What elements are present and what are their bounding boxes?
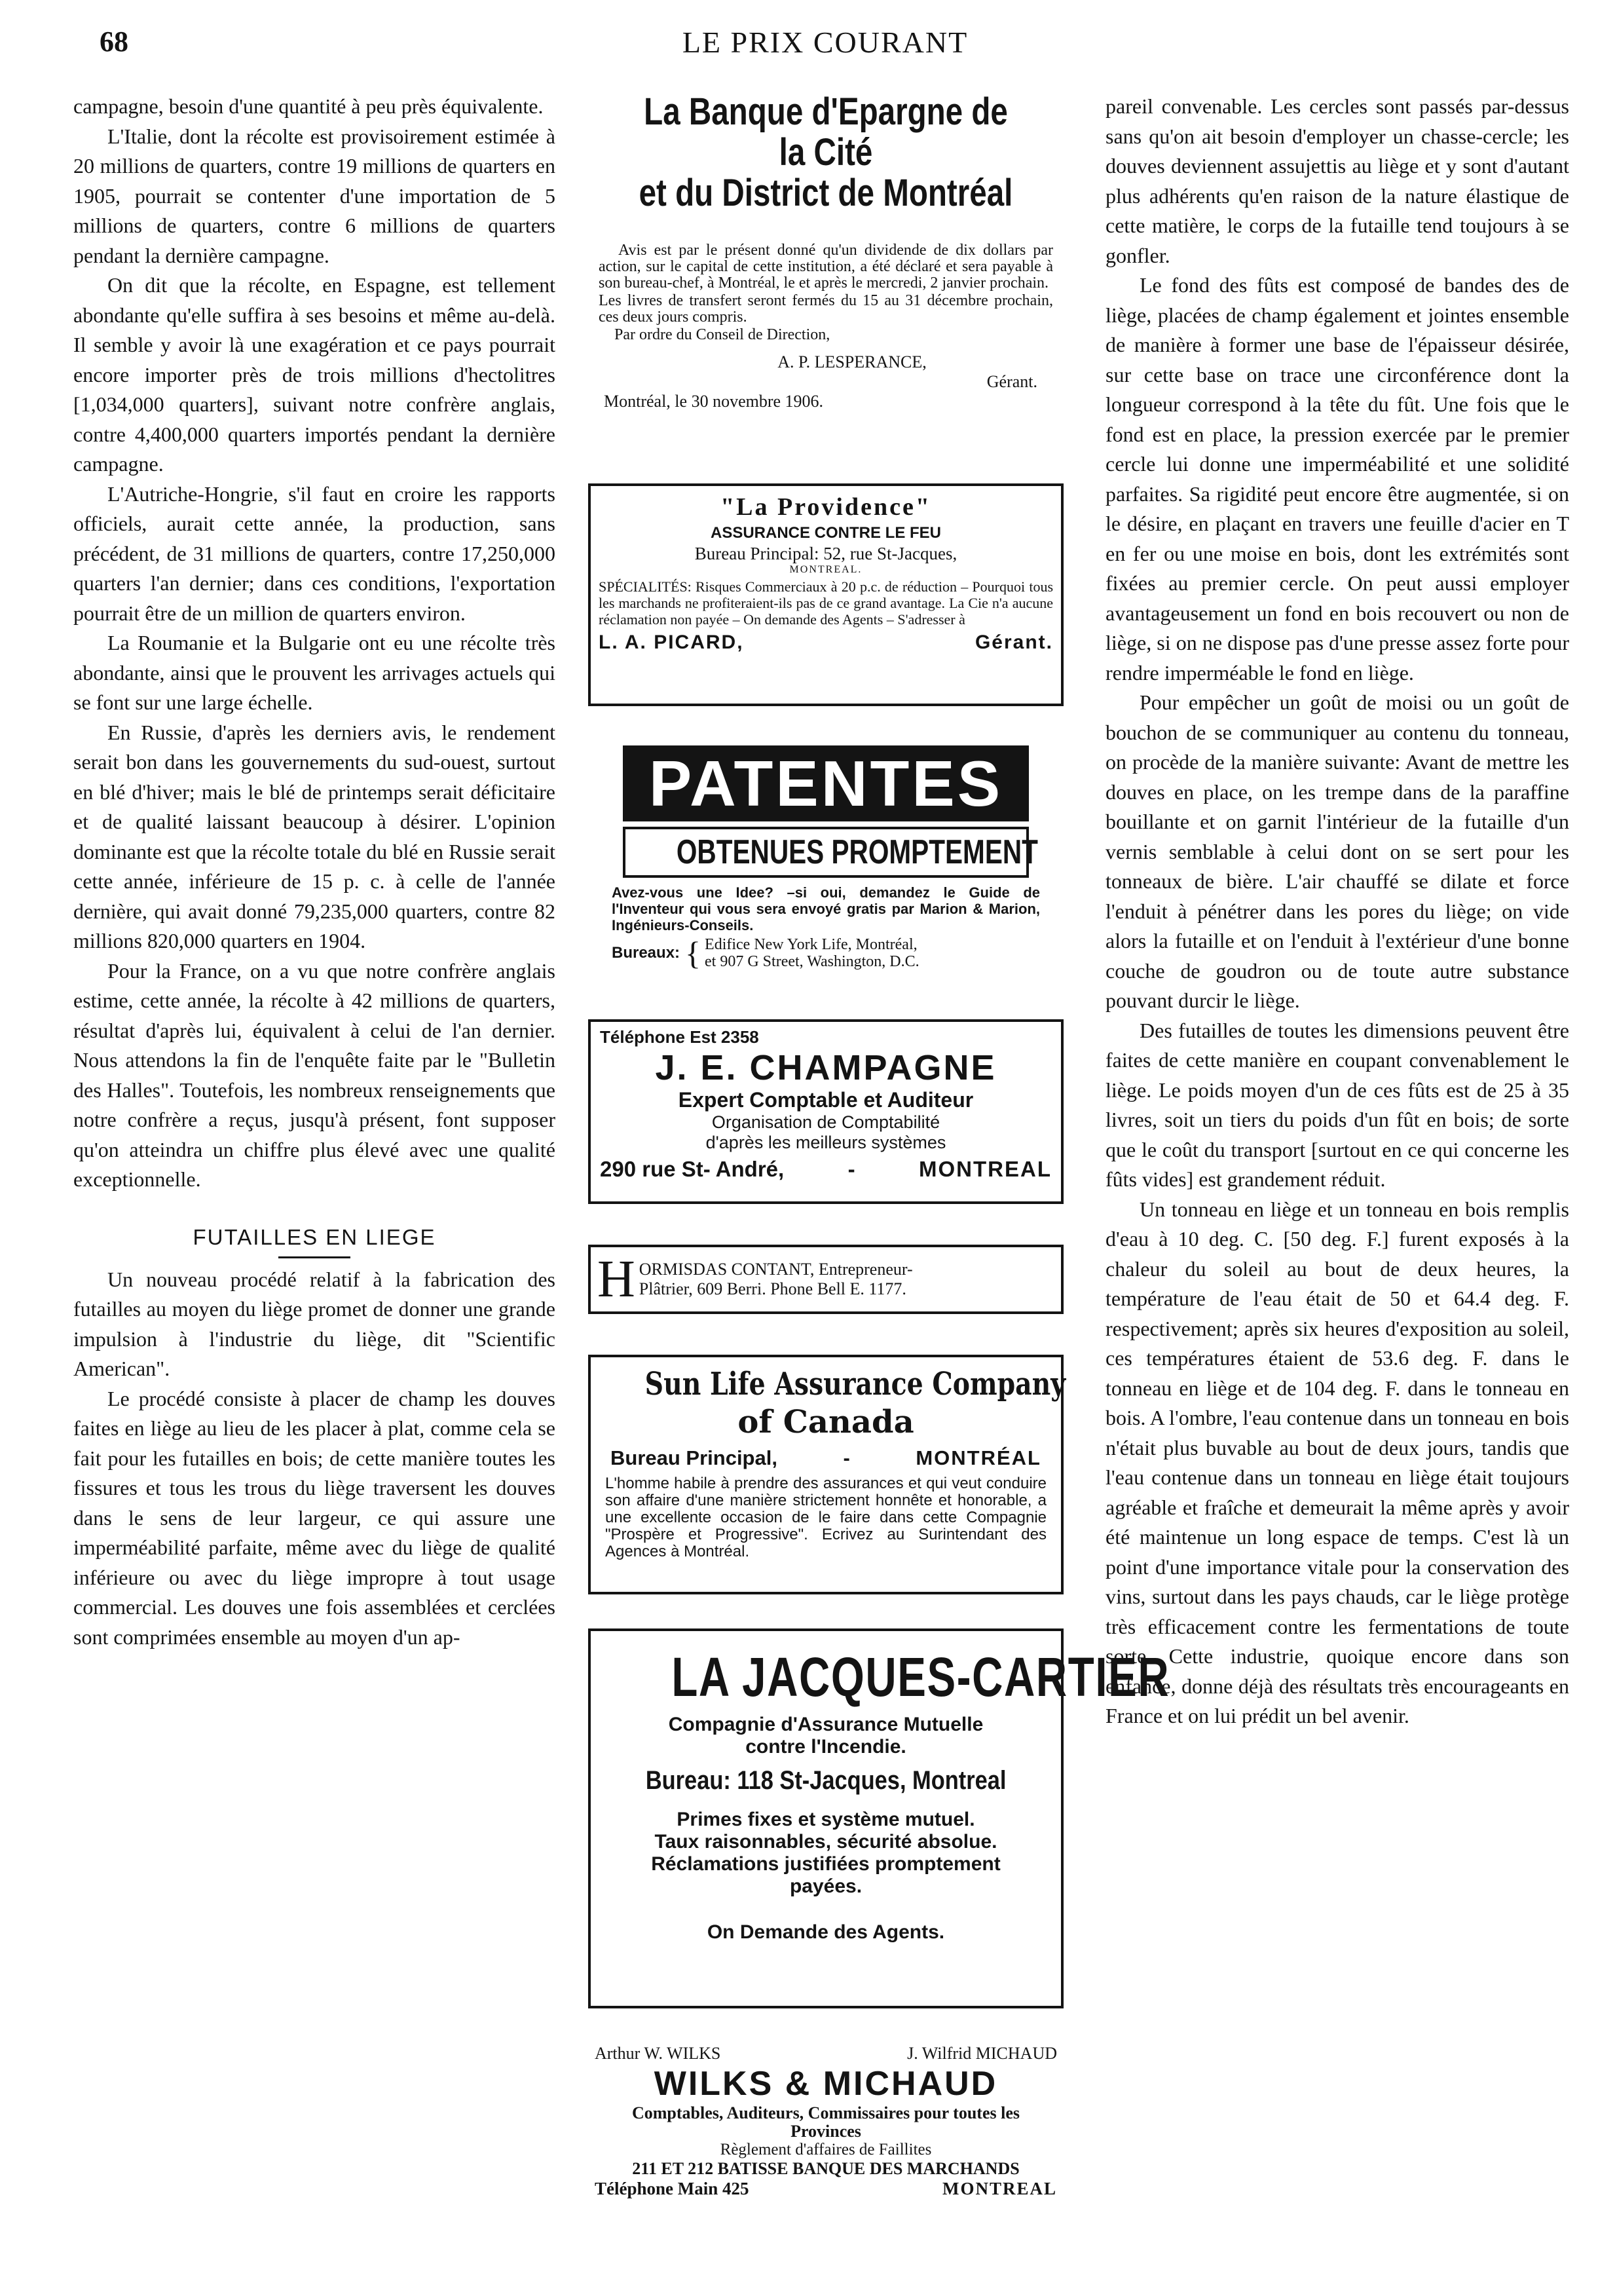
champagne-line1: Organisation de Comptabilité	[711, 1112, 940, 1132]
article-paragraph: L'Autriche-Hongrie, s'il faut en croire les rapports officiels, aurait cette année, la production, sans précédent, de 31 millions de quarters, contre 17,250,000 quarters l'an dernier; dans ces conditions, l'exportation pourrait être de un million de quarters environ.	[73, 481, 555, 625]
article-paragraph: On dit que la récolte, en Espagne, est tellement abondante qu'elle suffira à ses besoins et même au-delà. Il semble y avoir là une exagération et ce pays pourrait encore importer près de trois millions d'hectolitres [1,034,000 quarters], suivant notre confrère anglais, contre 4,400,000 quarters importés pendant la dernière campagne.	[73, 273, 555, 476]
section-heading	[73, 1225, 555, 1258]
patentes-bureau-1: Edifice New York Life, Montréal,	[705, 936, 918, 953]
jc-line2: contre l'Incendie.	[745, 1736, 906, 1758]
sunlife-bureau: Bureau Principal,	[610, 1446, 777, 1469]
banque-title-line1: La Banque d'Epargne de la Cité	[644, 90, 1008, 174]
wilks-phone: Téléphone Main 425	[595, 2179, 749, 2198]
contant-line2: Plâtrier, 609 Berri. Phone Bell E. 1177.	[639, 1279, 906, 1298]
wilks-footer	[588, 2179, 1064, 2199]
sunlife-title-line1: Sun Life Assurance Company	[644, 1366, 1066, 1402]
patentes-addresses	[705, 936, 920, 970]
jc-bureau	[601, 1766, 1050, 1796]
providence-footer	[599, 631, 1053, 654]
champagne-name: J. E. CHAMPAGNE	[655, 1048, 997, 1087]
article-paragraph: Pour empêcher un goût de moisi ou un goût de bouchon de se communiquer au contenu du tonneau, on procède de la manière suivante: Avant de mettre les douves en place, on les trempe dans de la paraffine bouillante et on garnit l'intérieur de la futaille d'un vernis semblable à celui dont on se sert pour les tonneaux de bière. L'air chauffé se dilate et force l'enduit à pénétrer dans les pores du liège; on vide alors la futaille et on l'enduit à l'extérieur d'une bonne couche de goudron ou de toute autre substance pouvant durcir le liège.	[1106, 690, 1569, 1012]
jc-line3: Primes fixes et système mutuel.	[677, 1809, 975, 1830]
wilks-line2: Règlement d'affaires de Faillites	[720, 2141, 932, 2158]
ad-la-providence	[588, 483, 1064, 706]
wilks-city: MONTREAL	[942, 2179, 1057, 2198]
champagne-footer	[600, 1157, 1052, 1182]
wilks-name: WILKS & MICHAUD	[654, 2065, 998, 2103]
providence-name: "La Providence"	[720, 493, 931, 521]
jc-line6: payées.	[789, 1875, 863, 1897]
contant-text	[639, 1260, 913, 1299]
contant-line1: ORMISDAS CONTANT, Entrepreneur-	[639, 1260, 913, 1279]
section-divider	[278, 1256, 350, 1258]
page-title: LE PRIX COURANT	[682, 26, 969, 59]
banque-order: Par ordre du Conseil de Direction,	[614, 326, 830, 343]
banque-title-line2: et du District de Montréal	[639, 172, 1013, 214]
banque-signer-title: Gérant.	[986, 372, 1037, 391]
ad-champagne	[588, 1019, 1064, 1204]
article-paragraph: La Roumanie et la Bulgarie ont eu une récolte très abondante, ainsi que le prouvent les arrivages actuels qui se font sur une large échelle.	[73, 631, 555, 714]
jc-agents: On Demande des Agents.	[707, 1921, 945, 1943]
right-column	[1106, 92, 1569, 1731]
banque-signer: A. P. LESPERANCE,	[777, 352, 927, 371]
left-column	[73, 92, 555, 1652]
providence-manager: L. A. PICARD,	[599, 631, 744, 653]
jc-line4: Taux raisonnables, sécurité absolue.	[654, 1831, 997, 1853]
page-number: 68	[100, 26, 128, 58]
sunlife-title	[605, 1365, 1066, 1441]
contant-initial: H	[597, 1251, 635, 1308]
article-paragraph: Un nouveau procédé relatif à la fabrication des futailles au moyen du liège promet de donner une grande impulsion à l'industrie du liège, dit "Scientific American".	[73, 1267, 555, 1380]
ad-wilks-michaud	[588, 2044, 1064, 2234]
patentes-subtitle-text: OBTENUES PROMPTEMENT	[676, 833, 1038, 871]
wilks-address: 211 ET 212 BATISSE BANQUE DES MARCHANDS	[632, 2159, 1020, 2178]
jc-line5: Réclamations justifiées promptement	[651, 1853, 1001, 1875]
sunlife-title-line2: of Canada	[737, 1404, 914, 1440]
article-paragraph: L'Italie, dont la récolte est provisoirement estimée à 20 millions de quarters, contre 19 millions de quarters en 1905, pourrait se contenter d'une importation de 5 millions de quarters, contre 6 millions de quarters pendant la dernière campagne.	[73, 124, 555, 267]
champagne-address: 290 rue St- André,	[600, 1157, 785, 1181]
patentes-guide: Avez-vous une Idee? –si oui, demandez le Guide de l'Inventeur qui vous sera envoyé gratis par Marion & Marion, Ingénieurs-Conseils.	[612, 884, 1040, 933]
sunlife-dash: -	[843, 1446, 850, 1469]
ad-banque-epargne	[588, 92, 1064, 459]
wilks-line1: Comptables, Auditeurs, Commissaires pour toutes les Provinces	[631, 2103, 1020, 2141]
article-paragraph: Le fond des fûts est composé de bandes des de liège, placées de champ également et jointes ensemble de manière à former une base de l'épaisseur désirée, sur cette base on trace une circonférence dont la longueur correspond à la tête du fût. Une fois que le fond est en place, la pression exercée par le premier cercle lui donne une imperméabilité et une solidité parfaites. Sa rigidité peut encore être augmentée, si on le désire, en plaçant en travers une feuille d'acier en T en fer ou une moise en bois, dont les extrémités sont fixées au premier cercle. On peut aussi employer avantageusement un fond en bois recouvert ou non de liège, si on ne dispose pas d'une presse assez forte pour rendre imperméable le fond en liège.	[1106, 273, 1569, 685]
wilks-partners	[588, 2044, 1064, 2063]
patentes-bureau-2: et 907 G Street, Washington, D.C.	[705, 953, 920, 970]
patentes-title: PATENTES	[623, 745, 1029, 821]
ad-contant	[588, 1245, 1064, 1314]
article-paragraph: Pour la France, on a vu que notre confrère anglais estime, cette année, la récolte à 42 millions de quarters, résultat d'après lui, équivalent à celui de l'an dernier. Nous attendons la fin de l'enquête faite par le "Bulletin des Halles". Toutefois, les nombreux renseignements que notre confrère a reçus, jusqu'à présent, font supposer qu'on atteindra un chiffre plus élevé avec une qualité exceptionnelle.	[73, 958, 555, 1191]
banque-notice-transfer: Les livres de transfert seront fermés du 15 au 31 décembre prochain, ces deux jours compris.	[599, 292, 1053, 326]
jc-bureau-text: Bureau: 118 St-Jacques, Montreal	[645, 1766, 1007, 1795]
article-paragraph: Des futailles de toutes les dimensions peuvent être faites de cette manière en coupant convenablement le liège. Le poids moyen d'un de ces fûts est de 25 à 35 livres, soit un tiers du poids d'un fût en bois; de sorte que le coût du transport [surtout en ce qui concerne les fûts vides] est grandement réduit.	[1106, 1018, 1569, 1191]
patentes-brace: {	[685, 935, 701, 971]
jc-title	[601, 1646, 1170, 1708]
ad-sun-life	[588, 1355, 1064, 1594]
wilks-partner-1: Arthur W. WILKS	[595, 2044, 721, 2063]
champagne-city: MONTREAL	[919, 1157, 1052, 1181]
banque-notice: Avis est par le présent donné qu'un dividende de dix dollars par action, sur le capital de cette institution, a été déclaré et sera payable à son bureau-chef, à Montréal, le et après le mercredi, 2 janvier prochain.	[599, 242, 1053, 292]
champagne-role: Expert Comptable et Auditeur	[678, 1088, 974, 1112]
champagne-dash: -	[847, 1157, 855, 1181]
providence-city: MONTREAL.	[789, 564, 863, 575]
providence-manager-title: Gérant.	[975, 631, 1053, 653]
wilks-partner-2: J. Wilfrid MICHAUD	[907, 2044, 1057, 2063]
jc-title-text: LA JACQUES-CARTIER	[671, 1646, 1170, 1708]
section-heading-text: FUTAILLES EN LIEGE	[193, 1224, 436, 1249]
providence-body: SPÉCIALITÉS: Risques Commerciaux à 20 p.c. de réduction – Pourquoi tous les marchands ne profiteraient-ils pas de ce grand avantage. La Cie n'a aucune réclamation non payée – On demande des Agents – S'adresser à	[599, 578, 1053, 628]
jc-line1: Compagnie d'Assurance Mutuelle	[668, 1714, 984, 1735]
patentes-bureaux-label: Bureaux:	[612, 944, 680, 962]
article-paragraph: En Russie, d'après les derniers avis, le rendement serait bon dans les gouvernements du sud-ouest, surtout en blé d'hiver; mais le blé de printemps serait déficitaire et de qualité laissant beaucoup à désirer. L'opinion dominante est que la récolte totale du blé en Russie serait cette année, inférieure de 15 p. c. à celle de l'année dernière, qui avait donné 79,235,000 quarters, contre 82 millions 820,000 quarters en 1904.	[73, 720, 555, 952]
providence-subtitle: ASSURANCE CONTRE LE FEU	[710, 524, 942, 542]
patentes-subtitle	[623, 827, 1038, 878]
ad-patentes	[588, 745, 1064, 988]
article-paragraph: Un tonneau en liège et un tonneau en bois remplis d'eau à 10 deg. C. [50 deg. F.] furent exposés à la chaleur du soleil au bout de deux heures, la température de l'eau était de 50 et 64.4 deg. F. respectivement; après six heures d'exposition au soleil, ces températures étaient de 53.6 deg. F. dans le tonneau en liège et de 104 deg. F. dans le tonneau en bois. A l'ombre, l'eau contenue dans un tonneau en bois n'était plus buvable au bout de deux jours, tandis que l'eau contenue dans un tonneau en liège était toujours agréable et fraîche et demeurait la même après y avoir été maintenue un long espace de temps. C'est là un point d'une importance vitale pour la conservation des vins, surtout dans les pays chauds, car le liège protège très efficacement contre les fermentations de toute sorte. Cette industrie, quoique encore dans son enfance, donne déjà des résultats très encourageants en France et on lui prédit un bel avenir.	[1106, 1197, 1569, 1727]
champagne-line2: d'après les meilleurs systèmes	[705, 1133, 946, 1152]
sunlife-body: L'homme habile à prendre des assurances et qui veut conduire son affaire d'une manière strictement honnête et honorable, a une excellente occasion de le faire dans cette Compagnie "Prospère et Progressive". Ecrivez au Surintendant des Agences à Montréal.	[605, 1475, 1047, 1560]
ad-jacques-cartier	[588, 1628, 1170, 2008]
article-paragraph: pareil convenable. Les cercles sont passés par-dessus sans qu'on ait besoin d'employer un chasse-cercle; les douves deviennent assujettis au liège et y sont d'autant plus adhérents qu'en raison de la nature élastique de cette matière, le corps de la futaille tend toujours à se gonfler.	[1106, 94, 1569, 267]
patentes-bureaux	[612, 936, 1040, 970]
banque-title	[631, 92, 1020, 214]
article-paragraph: campagne, besoin d'une quantité à peu près équivalente.	[73, 94, 544, 118]
providence-bureau: Bureau Principal: 52, rue St-Jacques,	[694, 544, 957, 563]
champagne-phone: Téléphone Est 2358	[600, 1027, 759, 1047]
article-paragraph: Le procédé consiste à placer de champ les douves faites en liège au lieu de les placer à plat, comme cela se fait pour les futailles en bois; de cette manière toutes les fissures et tous les trous du liège traversent les douves dans le sens de leur largeur, ce qui assure une imperméabilité parfaite, même avec du liège de qualité inférieure ou avec du liège impropre à tout usage commercial. Les douves une fois assemblées et cerclées sont comprimées ensemble au moyen d'un ap-	[73, 1386, 555, 1649]
sunlife-city: MONTRÉAL	[916, 1446, 1041, 1469]
banque-date: Montréal, le 30 novembre 1906.	[604, 392, 824, 411]
sunlife-bureau-row	[605, 1446, 1047, 1470]
